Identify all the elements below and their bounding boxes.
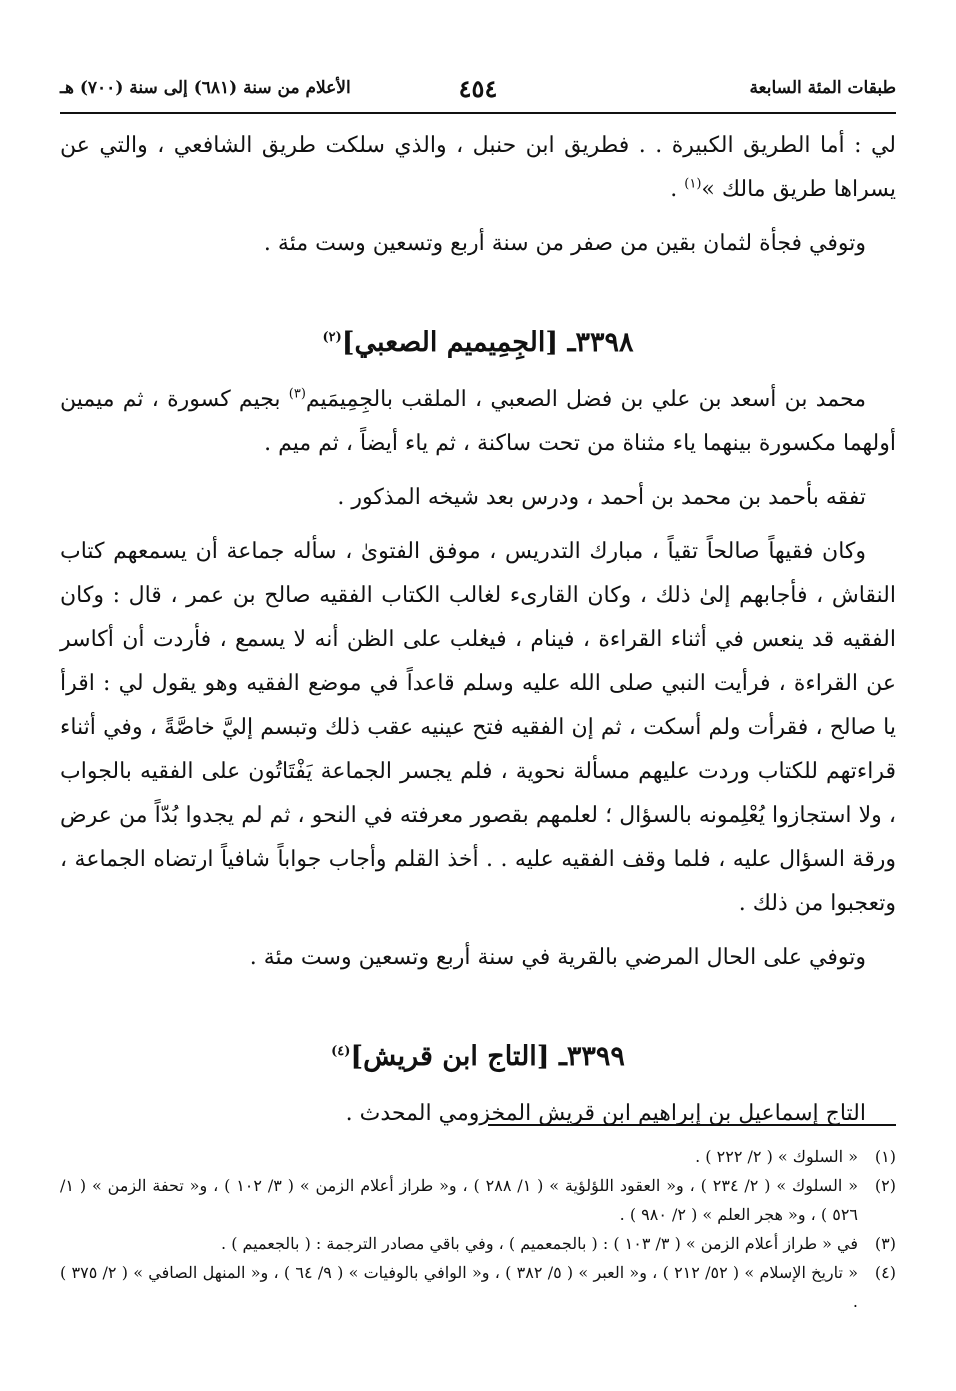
section-title: طبقات المئة السابعة [749, 78, 896, 98]
footnote-item: (١) « السلوك » ( ٢/ ٢٢٢ ) . [695, 1147, 896, 1166]
paragraph-taj: التاج إسماعيل بن إبراهيم ابن قريش المخزومي المحدث . [345, 1101, 866, 1126]
main-text [60, 124, 896, 1136]
footnote-ref: (٣) [288, 386, 306, 402]
paragraph-quote-end: لي : أما الطريق الكبيرة . . فطريق ابن حنبل ، والذي سلكت طريق الشافعي ، والتي عن يسراها طريق مالك »$^{(١)}$ . [60, 133, 897, 202]
footnote-ref: (٢) [322, 330, 342, 345]
footnote-item: (٣) في « طراز أعلام الزمن » ( ٣/ ١٠٣ ) : ( بالجمعميم ) ، وفي باقي مصادر الترجمة : ( بالجعميم ) . [221, 1234, 896, 1253]
paragraph-study: تفقه بأحمد بن محمد بن أحمد ، ودرس بعد شيخه المذكور . [337, 485, 866, 510]
entry-heading-3398: ٣٣٩٨ـ [الجِمِيميم الصعبي]$^{(٢)}$ [322, 327, 634, 358]
footnotes [60, 1142, 896, 1316]
footnote-ref: (١) [684, 176, 702, 192]
entry-heading-3399: ٣٣٩٩ـ [التاج ابن قريش]$^{(٤)}$ [331, 1041, 625, 1072]
footnote-ref: (٤) [331, 1044, 351, 1059]
paragraph-bio: محمد بن أسعد بن علي بن فضل الصعبي ، الملقب بالجِمِيمَيم$^{(٣)}$ بجيم كسورة ، ثم ميمين أولهما مكسورة بينهما ياء مثناة من تحت ساكنة ، ثم ياء أيضاً ، ثم ميم . [60, 386, 896, 456]
paragraph-death: وتوفي على الحال المرضي بالقرية في سنة أربع وتسعين وست مئة . [249, 945, 866, 970]
paragraph-story: وكان فقيهاً صالحاً تقياً ، مبارك التدريس ، موفق الفتوىٰ ، سأله جماعة أن يسمعهم كتاب النقاش ، فأجابهم إلىٰ ذلك ، وكان القارىء لغالب الكتاب الفقيه صالح بن عمر ، قال : وكان الفقيه قد ينعس في أثناء القراءة ، فينام ، فيغلب على الظن أنه لا يسمع ، فأردت أن أكاسر عن القراءة ، فرأيت النبي صلى الله عليه وسلم قاعداً في موضع الفقيه وهو يقول لي : اقرأ يا صالح ، فقرأت ولم أسكت ، ثم إن الفقيه فتح عينيه عقب ذلك وتبسم إليَّ خاصَّةً ، وفي أثناء قراءتهم للكتاب وردت عليهم مسألة نحوية ، فلم يجسر الجماعة يَفْتَاتُون على الفقيه بالجواب ، ولا استجازوا يُعْلِمونه بالسؤال ؛ لعلمهم بقصور معرفته في النحو ، ثم لم يجدوا بُدّاً من عرض ورقة السؤال عليه ، فلما وقف الفقيه عليه . . أخذ القلم وأجاب جواباً شافياً ارتضاه الجماعة ، وتعجبوا من ذلك . [60, 539, 896, 916]
paragraph-death-note: وتوفي فجأة لثمان بقين من صفر من سنة أربع وتسعين وست مئة . [263, 231, 866, 256]
page-number: ٤٥٤ [458, 74, 498, 103]
footnote-divider [488, 1124, 896, 1126]
header-divider [60, 112, 896, 114]
footnote-item: (٤) « تاريخ الإسلام » ( ٥٢/ ٢١٢ ) ، و« العبر » ( ٥/ ٣٨٢ ) ، و« الوافي بالوفيات » ( ٩/ ٦٤ ) ، و« المنهل الصافي » ( ٢/ ٣٧٥ ) . [60, 1263, 896, 1311]
book-page [60, 0, 896, 1391]
volume-range-title: الأعلام من سنة (٦٨١) إلى سنة (٧٠٠) هـ [60, 78, 351, 98]
footnote-item: (٢) « السلوك » ( ٢/ ٢٣٤ ) ، و« العقود اللؤلؤية » ( ١/ ٢٨٨ ) ، و« طراز أعلام الزمن » ( ٣/ ١٠٢ ) ، و« تحفة الزمن » ( ١/ ٥٢٦ ) ، و« هجر العلم » ( ٢/ ٩٨٠ ) . [60, 1176, 896, 1224]
running-header [60, 74, 896, 104]
